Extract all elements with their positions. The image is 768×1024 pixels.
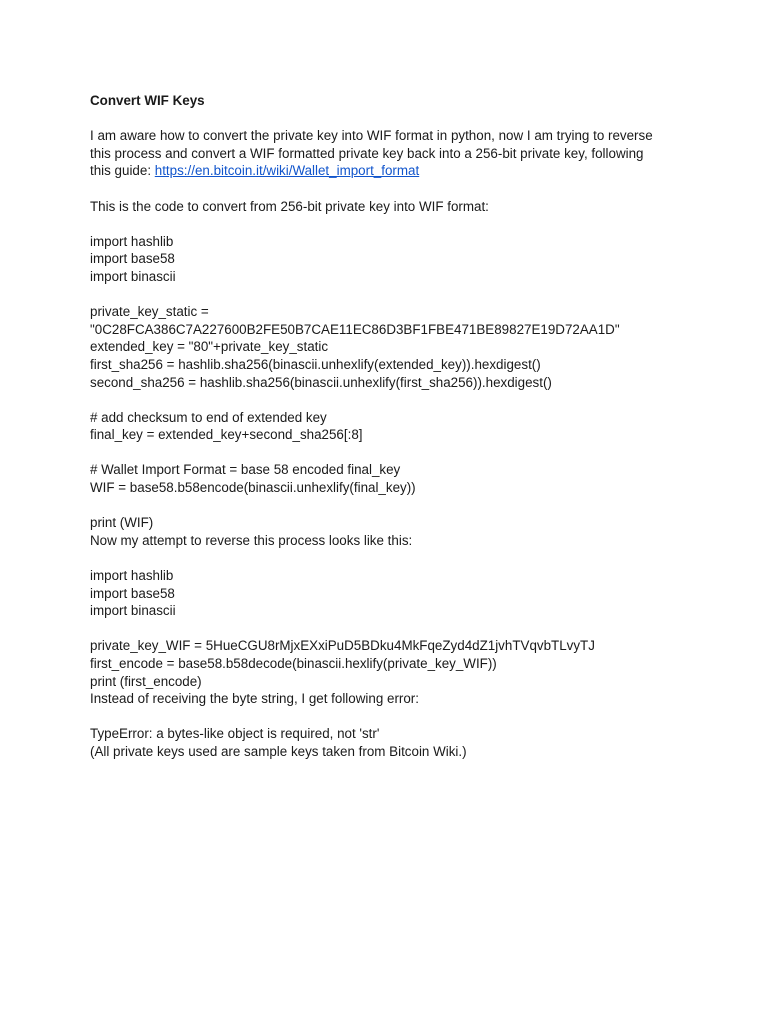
- intro-line-2: this process and convert a WIF formatted private key back into a 256-bit private key, following: [90, 145, 644, 161]
- code-line: import hashlib: [90, 568, 174, 584]
- code-line: # Wallet Import Format = base 58 encoded final_key: [90, 462, 401, 478]
- code-line: first_encode = base58.b58decode(binascii.hexlify(private_key_WIF)): [90, 656, 497, 671]
- spacer: [90, 444, 690, 462]
- spacer: [90, 215, 690, 233]
- code-line: import binascii: [90, 603, 176, 619]
- spacer: [90, 180, 690, 198]
- intro-line-3: [90, 162, 690, 180]
- error-message: TypeError: a bytes-like object is required, not 'str': [90, 726, 380, 742]
- spacer: [90, 549, 690, 567]
- code-line: "0C28FCA386C7A227600B2FE50B7CAE11EC86D3BF1FBE471BE89827E19D72AA1D": [90, 321, 620, 337]
- footnote: (All private keys used are sample keys taken from Bitcoin Wiki.): [90, 743, 467, 759]
- code-line: import binascii: [90, 268, 176, 284]
- code-line: first_sha256 = hashlib.sha256(binascii.unhexlify(extended_key)).hexdigest(): [90, 356, 541, 372]
- code-line: # add checksum to end of extended key: [90, 409, 327, 425]
- code-line: import base58: [90, 585, 175, 601]
- spacer: [90, 286, 690, 304]
- spacer: [90, 110, 690, 128]
- intro-line-1: I am aware how to convert the private key into WIF format in python, now I am trying to reverse: [90, 128, 653, 144]
- code-line: private_key_static =: [90, 304, 209, 320]
- code-line: print (WIF): [90, 515, 154, 531]
- spacer: [90, 497, 690, 515]
- spacer: [90, 708, 690, 726]
- spacer: [90, 620, 690, 638]
- code-line: extended_key = "80"+private_key_static: [90, 339, 329, 355]
- document-title: Convert WIF Keys: [90, 93, 205, 108]
- code-line: final_key = extended_key+second_sha256[:8]: [90, 427, 363, 443]
- code-line: import hashlib: [90, 233, 174, 249]
- code-line: WIF = base58.b58encode(binascii.unhexlify(final_key)): [90, 480, 416, 496]
- code-line: private_key_WIF = 5HueCGU8rMjxEXxiPuD5BDku4MkFqeZyd4dZ1jvhTVqvbTLvyTJ: [90, 638, 595, 654]
- spacer: [90, 391, 690, 409]
- paragraph-error-intro: Instead of receiving the byte string, I get following error:: [90, 691, 419, 707]
- code-line: print (first_encode): [90, 673, 202, 689]
- paragraph-attempt: Now my attempt to reverse this process looks like this:: [90, 532, 413, 548]
- document-page: [90, 92, 690, 761]
- code-line: second_sha256 = hashlib.sha256(binascii.unhexlify(first_sha256)).hexdigest(): [90, 374, 552, 390]
- code-line: import base58: [90, 251, 175, 267]
- wallet-import-format-link[interactable]: https://en.bitcoin.it/wiki/Wallet_import_format: [154, 163, 420, 179]
- paragraph-code-intro: This is the code to convert from 256-bit private key into WIF format:: [90, 198, 489, 214]
- intro-line-3-prefix: this guide:: [90, 163, 155, 179]
